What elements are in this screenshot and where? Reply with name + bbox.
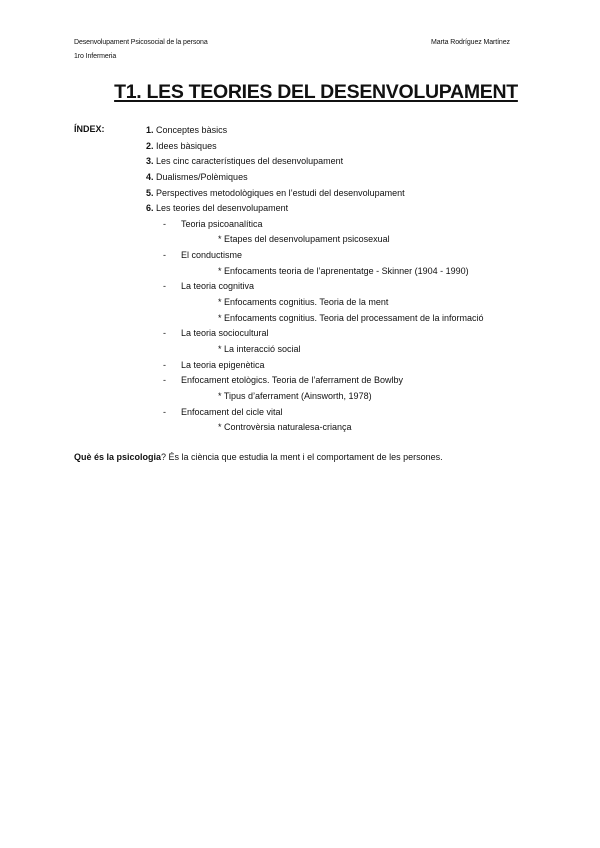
toc-line [0, 124, 600, 140]
toc-item [146, 187, 405, 199]
subtopic-line [0, 296, 600, 312]
toc-line [0, 155, 600, 171]
table-of-contents [0, 124, 600, 437]
subtopic-text: * Etapes del desenvolupament psicosexual [218, 234, 390, 245]
header-year: 1ro Infermeria [74, 53, 117, 60]
toc-item-number: 3. [146, 156, 154, 167]
dash-bullet: - [163, 250, 166, 261]
subtopic-text: * Enfocaments teoria de l’aprenentatge - Skinner (1904 - 1990) [218, 265, 469, 276]
dash-bullet: - [163, 406, 166, 417]
definition-paragraph [74, 452, 443, 462]
toc-line [0, 171, 600, 187]
theory-line [0, 359, 600, 375]
dash-bullet: - [163, 328, 166, 339]
toc-line [0, 187, 600, 203]
dash-bullet: - [163, 375, 166, 386]
definition-answer: ? És la ciència que estudia la ment i el comportament de les persones. [161, 452, 443, 462]
toc-item-text: Dualismes/Polèmiques [156, 171, 248, 182]
toc-item-text: Idees bàsiques [156, 140, 217, 151]
toc-item-number: 6. [146, 203, 154, 214]
theory-title: La teoria cognitiva [181, 281, 255, 292]
header-author: Marta Rodríguez Martínez [431, 39, 510, 46]
toc-item [146, 202, 288, 214]
subtopic-text: * Enfocaments cognitius. Teoria de la ment [218, 297, 389, 308]
theory-line [0, 327, 600, 343]
toc-item [146, 155, 343, 167]
theory-title: La teoria epigenètica [181, 359, 265, 370]
theory-line [0, 218, 600, 234]
dash-bullet: - [163, 359, 166, 370]
index-label: ÍNDEX: [74, 124, 105, 134]
theory-title: Enfocament etològics. Teoria de l’aferrament de Bowlby [181, 375, 403, 386]
header-course: Desenvolupament Psicosocial de la persona [74, 39, 208, 46]
toc-item [146, 171, 248, 183]
theory-title: Enfocament del cicle vital [181, 406, 283, 417]
toc-item-number: 1. [146, 125, 154, 135]
toc-item-text: Les teories del desenvolupament [156, 203, 289, 214]
toc-item-text: Conceptes bàsics [156, 125, 228, 135]
theory-title: La teoria sociocultural [181, 328, 269, 339]
dash-bullet: - [163, 218, 166, 229]
subtopic-line [0, 312, 600, 328]
subtopic-text: * Controvèrsia naturalesa-criança [218, 422, 352, 433]
subtopic-line [0, 233, 600, 249]
subtopic-line [0, 265, 600, 281]
subtopic-text: * Enfocaments cognitius. Teoria del processament de la informació [218, 312, 484, 323]
toc-item-number: 5. [146, 187, 154, 198]
subtopic-line [0, 390, 600, 406]
toc-item-number: 2. [146, 140, 154, 151]
subtopic-text: * La interacció social [218, 343, 301, 354]
theory-line [0, 280, 600, 296]
page-title: T1. LES TEORIES DEL DESENVOLUPAMENT [114, 81, 518, 103]
theory-line [0, 249, 600, 265]
toc-item-text: Les cinc característiques del desenvolupament [156, 156, 344, 167]
definition-question: Què és la psicologia [74, 452, 162, 462]
toc-item [146, 124, 227, 136]
toc-item-number: 4. [146, 171, 154, 182]
subtopic-text: * Tipus d’aferrament (Ainsworth, 1978) [218, 390, 372, 401]
toc-line [0, 202, 600, 218]
theory-line [0, 374, 600, 390]
theory-title: Teoria psicoanalítica [181, 218, 263, 229]
toc-line [0, 140, 600, 156]
theory-title: El conductisme [181, 250, 243, 261]
theory-line [0, 406, 600, 422]
toc-item-text: Perspectives metodològiques en l’estudi del desenvolupament [156, 187, 405, 198]
dash-bullet: - [163, 281, 166, 292]
subtopic-line [0, 343, 600, 359]
subtopic-line [0, 421, 600, 437]
toc-item [146, 140, 217, 152]
